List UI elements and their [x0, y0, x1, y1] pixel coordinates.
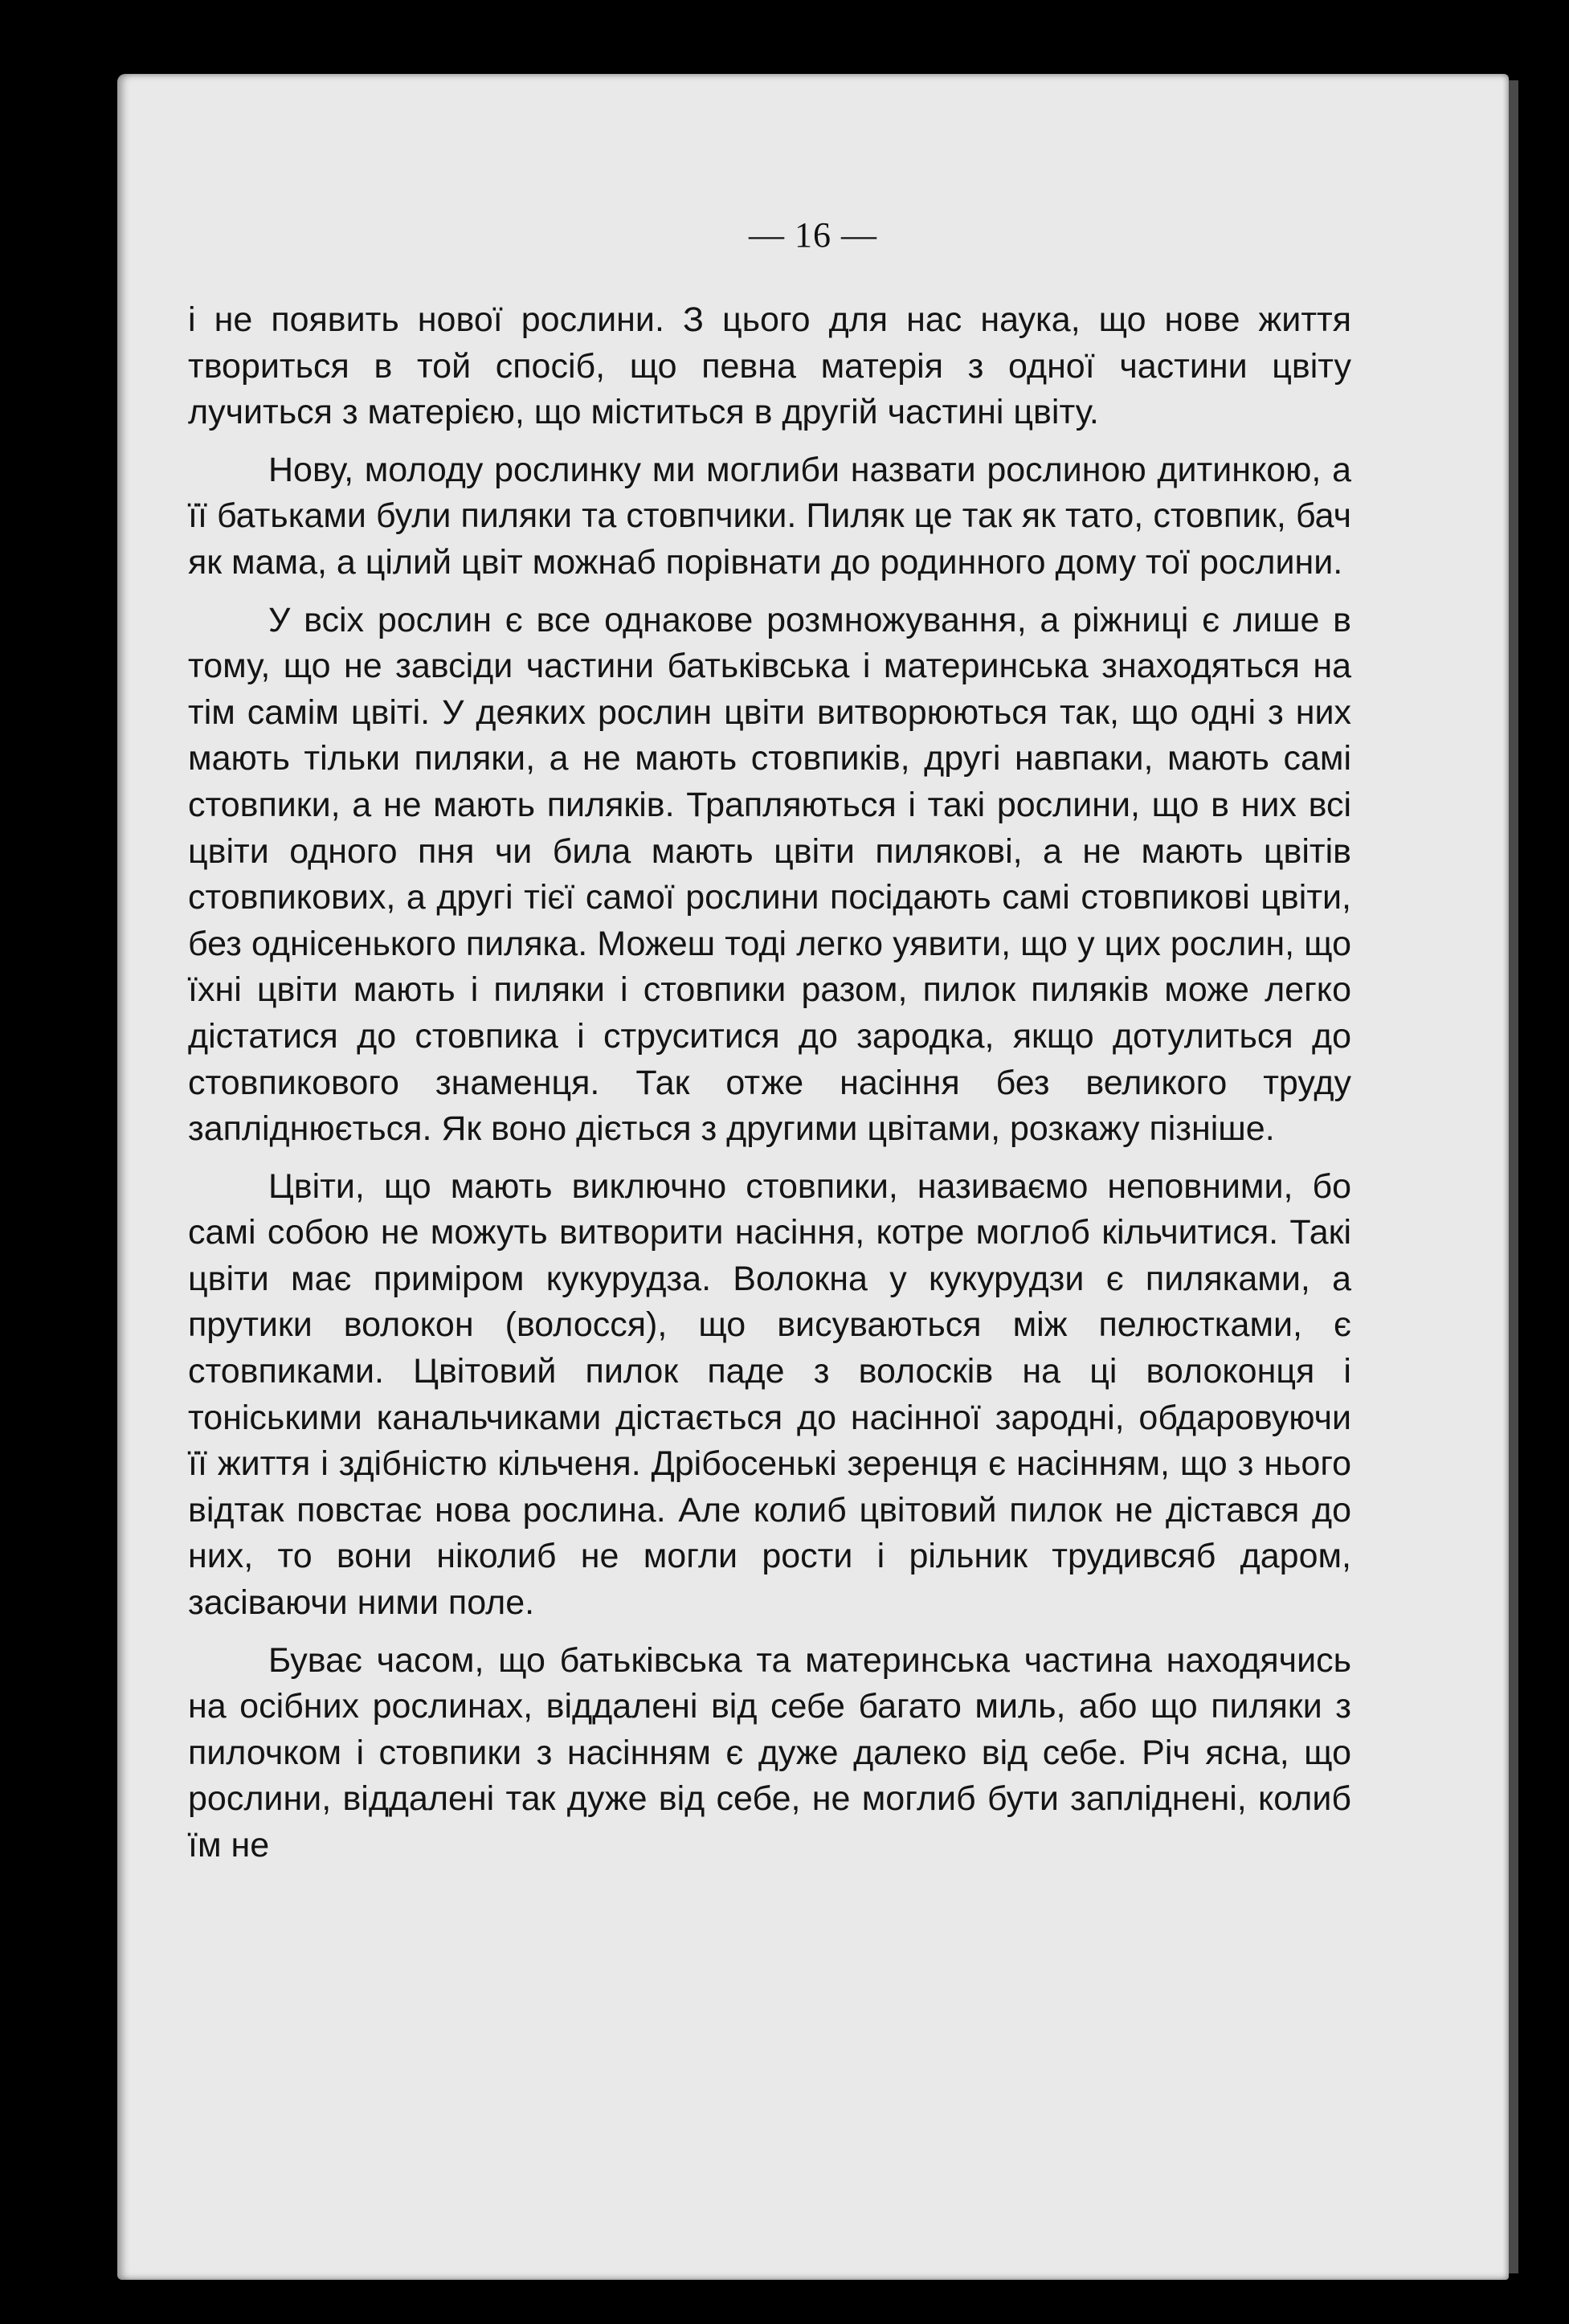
paragraph-2: Нову, молоду рослинку ми моглиби назвати рослиною дитинкою, а її батьками були пиляки та стовпчики. Пиляк це так як тато, стовпик, бач як мама, а цілий цвіт можнаб порівнати до родинного дому тої рослини. — [188, 450, 1351, 582]
paragraph-1: і не появить нової рослини. З цього для нас наука, що нове життя твориться в той спосіб, що певна матерія з одної частини цвіту лучиться з матерією, що міститься в другій частині цвіту. — [188, 300, 1351, 432]
paragraph-4: Цвіти, що мають виключно стовпики, називаємо неповними, бо самі собою не можуть витворити насіння, котре моглоб кільчитися. Такі цвіти має приміром кукурудза. Волокна у кукурудзи є пиляками, а прутики волокон (волосся), що висуваються між пелюстками, є стовпиками. Цвітовий пилок паде з волосків на ці волоконця і тоніськими канальчиками дістається до насінної зародні, обдаровуючи її життя і здібністю кільченя. Дрібосенькі зеренця є насінням, що з нього відтак повстає нова рослина. Але колиб цвітовий пилок не дістався до них, то вони ніколиб не могли рости і рільник трудивсяб даром, засіваючи ними поле. — [188, 1166, 1351, 1623]
page-body-text — [188, 297, 1351, 1869]
paragraph-5: Буває часом, що батьківська та материнська частина находячись на осібних рослинах, віддалені від себе багато миль, або що пиляки з пилочком і стовпики з насінням є дуже далеко від себе. Річ ясна, що рослини, віддалені так дуже від себе, не моглиб бути запліднені, колиб їм не — [188, 1640, 1351, 1865]
page-number: — 16 — — [749, 215, 877, 255]
paragraph-3: У всіх рослин є все однакове розмножування, а ріжниці є лише в тому, що не завсіди частини батьківська і материнська знаходяться на тім самім цвіті. У деяких рослин цвіти витворюються так, що одні з них мають тільки пиляки, а не мають стовпиків, другі навпаки, мають самі стовпики, а не мають пиляків. Трапляються і такі рослини, що в них всі цвіти одного пня чи била мають цвіти пилякові, а не мають цвітів стовпикових, а другі тієї самої рослини посідають самі стовпикові цвіти, без однісенького пиляка. Можеш тоді легко уявити, що у цих рослин, що їхні цвіти мають і пиляки і стовпики разом, пилок пиляків може легко дістатися до стовпика і струситися до зародка, якщо дотулиться до стовпикового знаменця. Так отже насіння без великого труду запліднюється. Як воно діється з другими цвітами, розкажу пізніше. — [188, 600, 1351, 1149]
page-edge-shadow — [1509, 80, 1518, 2273]
